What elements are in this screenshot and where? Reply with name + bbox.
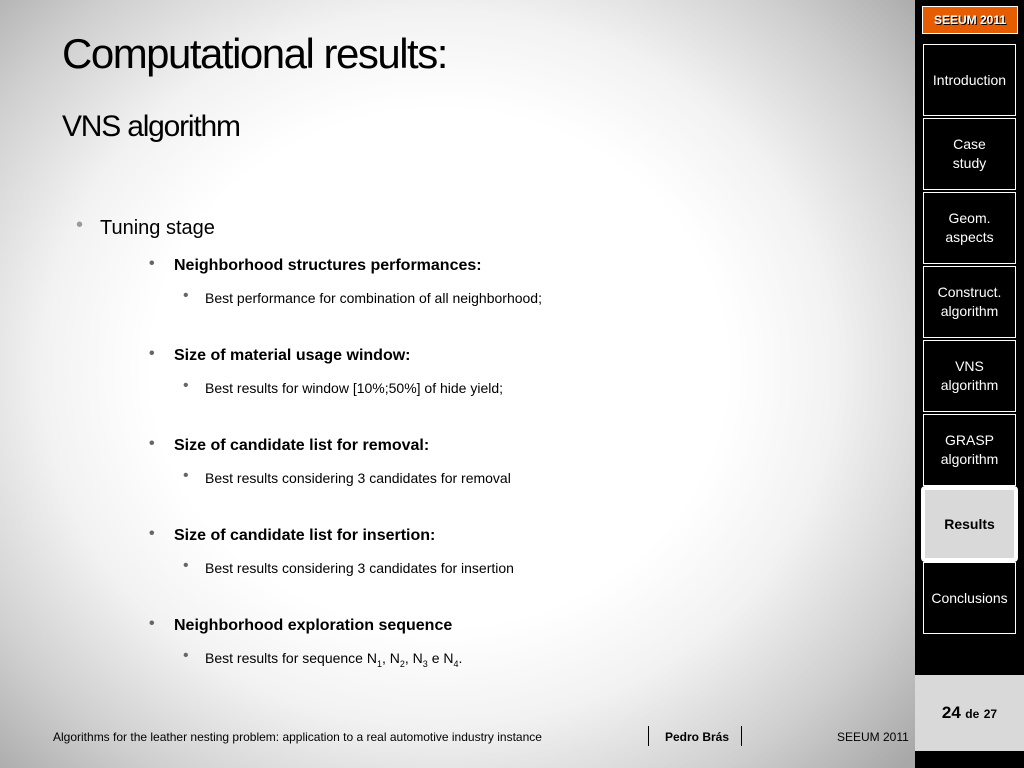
nav-item-geom-aspects[interactable]: Geom. aspects — [923, 192, 1016, 264]
bullet-icon: • — [76, 214, 84, 236]
detail-text: Best results considering 3 candidates for removal — [205, 470, 511, 486]
conference-badge: SEEUM 2011 — [922, 6, 1018, 34]
section-heading — [149, 255, 482, 275]
bullet-icon: • — [149, 435, 155, 452]
bullet-icon: • — [183, 647, 189, 664]
footer-divider — [741, 726, 742, 746]
section-detail — [183, 377, 504, 396]
section-detail — [183, 287, 542, 306]
nav-item-introduction[interactable]: Introduction — [923, 44, 1016, 116]
slide-title: Computational results: — [62, 30, 447, 77]
nav-item-grasp-algorithm[interactable]: GRASP algorithm — [923, 414, 1016, 486]
footer-title: Algorithms for the leather nesting problem: application to a real automotive industry instance — [53, 730, 542, 744]
bullet-icon: • — [149, 525, 155, 542]
section-heading — [149, 435, 430, 455]
nav-item-construct-algorithm[interactable]: Construct. algorithm — [923, 266, 1016, 338]
section-detail — [183, 467, 511, 486]
page-of-label: de — [965, 707, 980, 721]
bullet-icon: • — [183, 287, 189, 304]
nav-item-conclusions[interactable]: Conclusions — [923, 562, 1016, 634]
footer-divider — [648, 726, 649, 746]
heading-text: Size of candidate list for insertion: — [174, 527, 436, 544]
section-heading — [149, 345, 411, 365]
footer-conference: SEEUM 2011 — [837, 730, 909, 744]
detail-text: Best performance for combination of all neighborhood; — [205, 290, 542, 306]
detail-text: Best results considering 3 candidates for insertion — [205, 560, 514, 576]
section-heading — [149, 525, 436, 545]
nav-item-results[interactable]: Results — [921, 486, 1018, 562]
section-detail — [183, 647, 463, 669]
page-current: 24 — [941, 703, 961, 722]
detail-text: Best results for window [10%;50%] of hide yield; — [205, 380, 504, 396]
heading-text: Size of candidate list for removal: — [174, 437, 430, 454]
section-heading — [149, 615, 453, 635]
detail-text: Best results for sequence $N_1$, $N_2$, $N_3$ e $N_4$. — [205, 650, 463, 669]
bullet-icon: • — [183, 377, 189, 394]
bullet-icon: • — [183, 467, 189, 484]
heading-text: Neighborhood exploration sequence — [174, 617, 453, 634]
nav-item-vns-algorithm[interactable]: VNS algorithm — [923, 340, 1016, 412]
nav-item-case-study[interactable]: Case study — [923, 118, 1016, 190]
bullet-icon: • — [149, 345, 155, 362]
heading-text: Size of material usage window: — [174, 347, 411, 364]
footer-author: Pedro Brás — [665, 730, 730, 744]
page-total: 27 — [983, 707, 998, 721]
bullet-icon: • — [149, 255, 155, 272]
heading-text: Neighborhood structures performances: — [174, 257, 482, 274]
page-counter — [915, 675, 1024, 751]
slide-subtitle: VNS algorithm — [62, 110, 240, 143]
bullet-icon: • — [183, 557, 189, 574]
bullet-text: Tuning stage — [100, 217, 215, 239]
section-detail — [183, 557, 514, 576]
bullet-icon: • — [149, 615, 155, 632]
bullet-tuning-stage — [76, 214, 215, 240]
